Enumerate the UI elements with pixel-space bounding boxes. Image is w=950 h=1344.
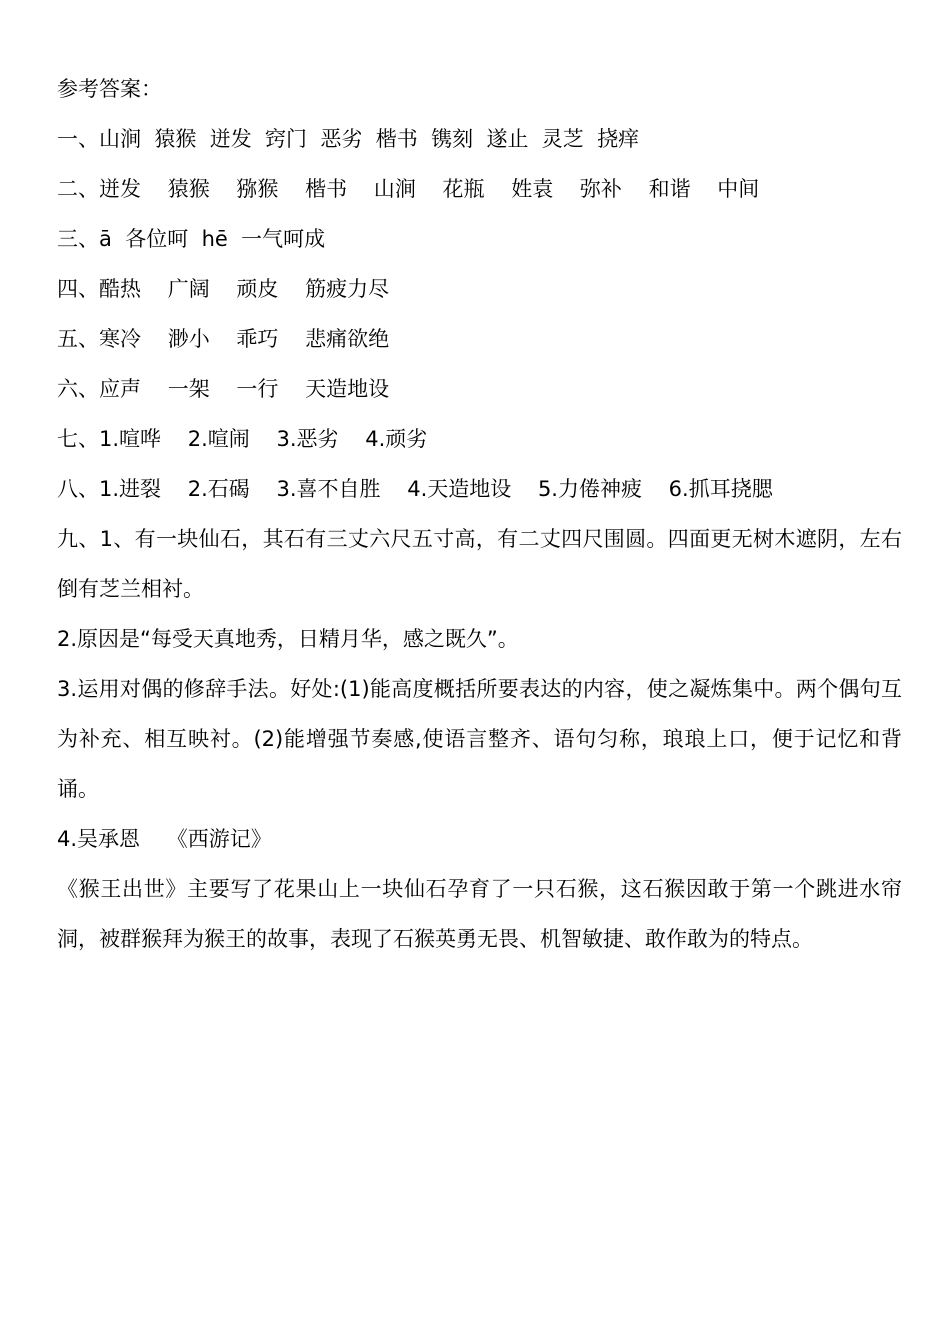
answer-line-7: 七、1.喧哗 2.喧闹 3.恶劣 4.顽劣 [57,427,428,451]
answer-line-2: 二、迸发 猿猴 猕猴 楷书 山涧 花瓶 姓袁 弥补 和谐 中间 [57,177,760,201]
answer-line-1: 一、山涧 猿猴 迸发 窍门 恶劣 楷书 镌刻 遂止 灵芝 挠痒 [57,127,640,151]
answer-q9-part2: 2.原因是“每受天真地秀，日精月华，感之既久”。 [57,627,519,651]
answer-line-8: 八、1.进裂 2.石碣 3.喜不自胜 4.天造地设 5.力倦神疲 6.抓耳挠腮 [57,477,773,501]
answer-line-5: 五、寒冷 渺小 乖巧 悲痛欲绝 [57,327,390,351]
answer-line-4: 四、酷热 广阔 顽皮 筋疲力尽 [57,277,390,301]
summary-paragraph: 《猴王出世》主要写了花果山上一块仙石孕育了一只石猴，这石猴因敢于第一个跳进水帘洞，被群猴拜为猴王的故事，表现了石猴英勇无畏、机智敏捷、敢作敢为的特点。 [57,877,902,951]
answer-document [57,64,902,964]
answer-line-6: 六、应声 一架 一行 天造地设 [57,377,390,401]
answer-line-3: 三、ā 各位呵 hē 一气呵成 [57,227,326,251]
answer-q9-part4: 4.吴承恩 《西游记》 [57,827,272,851]
answer-q9-part1: 九、1、有一块仙石，其石有三丈六尺五寸高，有二丈四尺围圆。四面更无树木遮阴，左右倒有芝兰相衬。 [57,527,902,601]
answer-q9-part3: 3.运用对偶的修辞手法。好处:(1)能高度概括所要表达的内容，使之凝炼集中。两个偶句互为补充、相互映衬。(2)能增强节奏感,使语言整齐、语句匀称，琅琅上口，便于记忆和背诵。 [57,677,902,801]
document-title: 参考答案： [57,77,162,101]
